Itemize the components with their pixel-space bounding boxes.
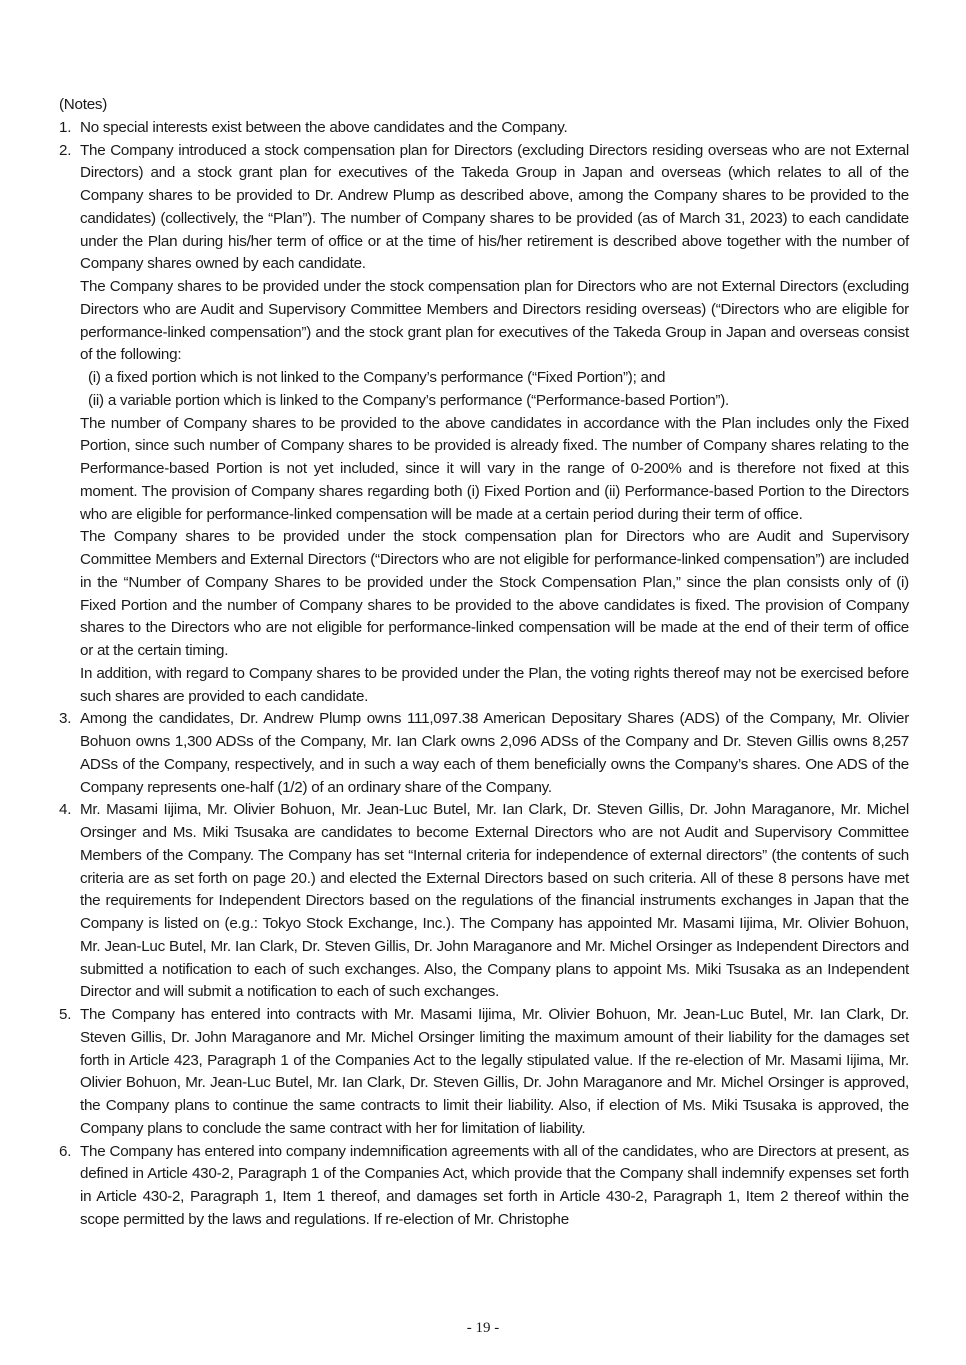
note-paragraph: The Company shares to be provided under the stock compensation plan for Directors who are Audit and Supervisory Committee Members and External Directors (“Directors who are not eligible for performance-linked compensation”) are included in the “Number of Company Shares to be provided under the Stock Compensation Plan,” since the plan consists only of (i) Fixed Portion and the number of Company shares to be provided to the above candidates is fixed. The provision of Company shares to the Directors who are not eligible for performance-linked compensation will be made at the end of their term of office or at the certain timing. [80, 528, 909, 659]
note-number: 5. [59, 1006, 72, 1023]
notes-heading: (Notes) [59, 96, 108, 113]
note-paragraph: The Company has entered into contracts with Mr. Masami Iijima, Mr. Olivier Bohuon, Mr. Jean-Luc Butel, Mr. Ian Clark, Dr. Steven Gillis, Dr. John Maraganore and Mr. Michel Orsinger limiting the maximum amount of their liability for the damages set forth in Article 423, Paragraph 1 of the Companies Act to the legally stipulated value. If the re-election of Mr. Masami Iijima, Mr. Olivier Bohuon, Mr. Jean-Luc Butel, Mr. Ian Clark, Dr. Steven Gillis, Dr. John Maraganore and Mr. Michel Orsinger is approved, the Company plans to continue the same contracts to limit their liability. Also, if election of Ms. Miki Tsusaka is approved, the Company plans to conclude the same contract with her for limitation of liability. [80, 1006, 909, 1137]
note-paragraph: The Company introduced a stock compensation plan for Directors (excluding Directors residing overseas who are not External Directors) and a stock grant plan for executives of the Takeda Group in Japan and overseas (which relates to all of the Company shares to be provided to Dr. Andrew Plump as described above, among the Company shares to be provided to the candidates) (collectively, the “Plan”). The number of Company shares to be provided (as of March 31, 2023) to each candidate under the Plan during his/her term of office or at the time of his/her retirement is described above together with the number of Company shares owned by each candidate. [80, 141, 909, 273]
note-item-3 [59, 708, 909, 799]
note-subitem: (i) a fixed portion which is not linked to the Company’s performance (“Fixed Portion”); and [88, 369, 666, 386]
page-number: - 19 - [466, 1320, 500, 1336]
note-paragraph: In addition, with regard to Company shares to be provided under the Plan, the voting rights thereof may not be exercised before such shares are provided to each candidate. [80, 664, 909, 705]
note-subitem: (ii) a variable portion which is linked to the Company’s performance (“Performance-based Portion”). [88, 391, 729, 409]
note-paragraph: Mr. Masami Iijima, Mr. Olivier Bohuon, Mr. Jean-Luc Butel, Mr. Ian Clark, Dr. Steven Gillis, Dr. John Maraganore, Mr. Michel Orsinger and Ms. Miki Tsusaka are candidates to become External Directors who are not Audit and Supervisory Committee Members of the Company. The Company has set “Internal criteria for independence of external directors” (the contents of such criteria are as set forth on page 20.) and elected the External Directors based on such criteria. All of these 8 persons have met the requirements for Independent Directors based on the regulations of the financial instruments exchanges in Japan that the Company is listed on (e.g.: Tokyo Stock Exchange, Inc.). The Company has appointed Mr. Masami Iijima, Mr. Olivier Bohuon, Mr. Jean-Luc Butel, Mr. Ian Clark, Dr. Steven Gillis, Dr. John Maraganore and Mr. Michel Orsinger as Independent Directors and submitted a notification to each of such exchanges. Also, the Company plans to appoint Ms. Miki Tsusaka as an Independent Director and will submit a notification to each of such exchanges. [80, 801, 909, 1001]
note-number: 2. [59, 141, 72, 159]
note-item-1 [59, 117, 909, 140]
note-number: 1. [59, 118, 72, 136]
document-page [59, 94, 909, 1232]
note-paragraph: The Company has entered into company indemnification agreements with all of the candidates, who are Directors at present, as defined in Article 430-2, Paragraph 1 of the Companies Act, which provide that the Company shall indemnify expenses set forth in Article 430-2, Paragraph 1, Item 1 thereof, and damages set forth in Article 430-2, Paragraph 1, Item 2 thereof within the scope permitted by the laws and regulations. If re-election of Mr. Christophe [80, 1142, 909, 1228]
note-item-6 [59, 1141, 909, 1232]
note-paragraph: Among the candidates, Dr. Andrew Plump owns 111,097.38 American Depositary Shares (ADS) of the Company, Mr. Olivier Bohuon owns 1,300 ADSs of the Company, Mr. Ian Clark owns 2,096 ADSs of the Company and Dr. Steven Gillis owns 8,257 ADSs of the Company, respectively, and in such a way each of them beneficially owns the Company’s shares. One ADS of the Company represents one-half (1/2) of an ordinary share of the Company. [80, 710, 909, 796]
note-number: 3. [59, 710, 72, 728]
note-paragraph: The Company shares to be provided under the stock compensation plan for Directors who are not External Directors (excluding Directors who are Audit and Supervisory Committee Members and Directors residing overseas) (“Directors who are eligible for performance-linked compensation”) and the stock grant plan for executives of the Takeda Group in Japan and overseas consist of the following: [80, 278, 909, 364]
note-paragraph: No special interests exist between the above candidates and the Company. [80, 118, 568, 136]
note-item-4 [59, 799, 909, 1004]
note-item-2 [59, 140, 909, 709]
note-item-5 [59, 1004, 909, 1141]
notes-list [59, 117, 909, 1232]
note-number: 6. [59, 1142, 72, 1160]
note-number: 4. [59, 801, 72, 819]
note-paragraph: The number of Company shares to be provided to the above candidates in accordance with the Plan includes only the Fixed Portion, since such number of Company shares to be provided is already fixed. The number of Company shares relating to the Performance-based Portion is not yet included, since it will vary in the range of 0-200% and is therefore not fixed at this moment. The provision of Company shares regarding both (i) Fixed Portion and (ii) Performance-based Portion to the Directors who are eligible for performance-linked compensation will be made at a certain period during their term of office. [80, 414, 909, 523]
